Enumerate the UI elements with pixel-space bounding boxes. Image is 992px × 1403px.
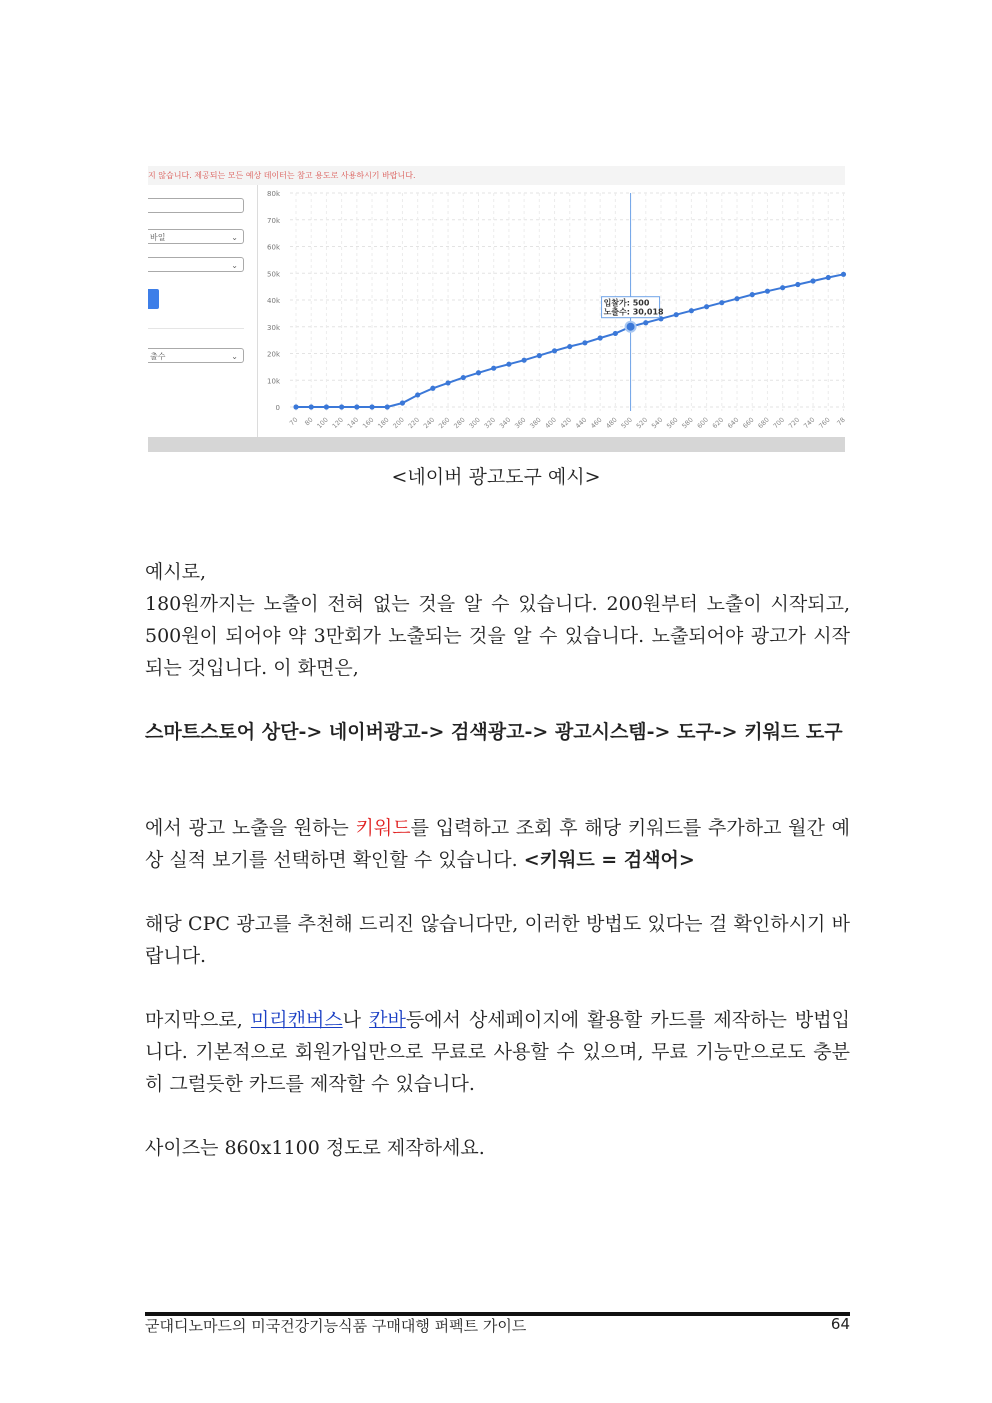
x-tick-label: 140 bbox=[345, 415, 361, 431]
y-tick-label: 40k bbox=[267, 297, 280, 305]
x-tick-label: 120 bbox=[330, 415, 346, 431]
data-point[interactable] bbox=[369, 404, 374, 409]
data-point[interactable] bbox=[567, 344, 572, 349]
canva-link[interactable]: 칸바 bbox=[369, 1009, 406, 1031]
highlighted-data-point[interactable] bbox=[626, 322, 636, 332]
x-tick-label: 80 bbox=[303, 415, 315, 428]
data-point[interactable] bbox=[537, 353, 542, 358]
data-point[interactable] bbox=[445, 380, 450, 385]
data-point[interactable] bbox=[674, 312, 679, 317]
paragraph-menu-path: 스마트스토어 상단-> 네이버광고-> 검색광고-> 광고시스템-> 도구-> 키워드 도구 bbox=[145, 721, 843, 743]
page-number: 64 bbox=[830, 1315, 850, 1333]
x-tick-label: 360 bbox=[513, 415, 528, 431]
x-tick-label: 320 bbox=[482, 415, 498, 431]
data-point[interactable] bbox=[810, 278, 815, 283]
scrollbar-track[interactable] bbox=[148, 437, 845, 452]
x-tick-label: 260 bbox=[437, 415, 452, 431]
x-tick-label: 620 bbox=[710, 415, 726, 431]
paragraph-intro: 예시로, bbox=[145, 561, 207, 583]
miricanvas-link[interactable]: 미리캔버스 bbox=[250, 1009, 343, 1031]
bid-impression-chart bbox=[148, 166, 845, 437]
x-tick-label: 540 bbox=[649, 415, 665, 431]
x-tick-label: 160 bbox=[361, 415, 376, 431]
data-point[interactable] bbox=[476, 370, 481, 375]
data-point[interactable] bbox=[826, 275, 831, 280]
x-tick-label: 440 bbox=[573, 415, 589, 431]
data-point[interactable] bbox=[354, 404, 359, 409]
data-point[interactable] bbox=[750, 292, 755, 297]
data-point[interactable] bbox=[795, 282, 800, 287]
tooltip-bid-text: 입찰가: 500 bbox=[603, 298, 650, 308]
chevron-down-icon: ⌄ bbox=[231, 233, 238, 242]
footer-title: 굳대디노마드의 미국건강기능식품 구매대행 퍼펙트 가이드 bbox=[145, 1317, 527, 1335]
keyword-highlight: 키워드 bbox=[355, 817, 411, 839]
x-tick-label: 180 bbox=[376, 415, 391, 431]
paragraph-explanation: 180원까지는 노출이 전혀 없는 것을 알 수 있습니다. 200원부터 노출이 시작되고, 500원이 되어야 약 3만회가 노출되는 것을 알 수 있습니다. 노출되어야 광고가 시작되는 것입니다. 이 화면은, bbox=[145, 593, 850, 679]
data-point[interactable] bbox=[765, 289, 770, 294]
ad-tool-screenshot bbox=[148, 166, 845, 452]
x-tick-label: 400 bbox=[543, 415, 558, 431]
x-tick-label: 480 bbox=[604, 415, 619, 431]
data-point[interactable] bbox=[461, 375, 466, 380]
keyword-definition: <키워드 = 검색어> bbox=[523, 849, 695, 871]
metric-select[interactable]: 출수 ⌄ bbox=[148, 348, 244, 363]
x-tick-label: 220 bbox=[406, 415, 422, 431]
x-tick-label: 740 bbox=[802, 415, 817, 431]
data-point[interactable] bbox=[841, 272, 846, 277]
data-point[interactable] bbox=[734, 296, 739, 301]
y-tick-label: 50k bbox=[267, 270, 280, 279]
data-point[interactable] bbox=[400, 400, 405, 405]
x-tick-label: 660 bbox=[741, 415, 756, 431]
data-point[interactable] bbox=[598, 335, 603, 340]
figure-caption: <네이버 광고도구 예시> bbox=[391, 466, 601, 488]
chart-tooltip bbox=[602, 297, 664, 318]
x-tick-label: 760 bbox=[817, 415, 832, 431]
y-tick-label: 60k bbox=[267, 243, 280, 252]
y-tick-label: 20k bbox=[267, 350, 280, 359]
data-point[interactable] bbox=[309, 404, 314, 409]
chevron-down-icon: ⌄ bbox=[231, 261, 238, 270]
x-tick-label: 200 bbox=[391, 415, 406, 431]
data-point[interactable] bbox=[582, 340, 587, 345]
data-point[interactable] bbox=[689, 308, 694, 313]
data-point[interactable] bbox=[430, 386, 435, 391]
data-point[interactable] bbox=[552, 348, 557, 353]
x-tick-label: 720 bbox=[786, 415, 802, 431]
x-tick-label: 78 bbox=[835, 415, 847, 428]
x-tick-label: 700 bbox=[771, 415, 787, 431]
paragraph-keyword-howto: 에서 광고 노출을 원하는 키워드를 입력하고 조회 후 해당 키워드를 추가하고 월간 예상 실적 보기를 선택하면 확인할 수 있습니다. <키워드 = 검색어> bbox=[145, 817, 850, 871]
x-tick-label: 380 bbox=[528, 415, 543, 431]
y-tick-label: 80k bbox=[267, 190, 280, 198]
y-tick-label: 70k bbox=[267, 216, 280, 225]
x-tick-label: 340 bbox=[497, 415, 513, 431]
data-point[interactable] bbox=[491, 366, 496, 371]
data-point[interactable] bbox=[324, 404, 329, 409]
paragraph-card-tools: 마지막으로, 미리캔버스나 칸바등에서 상세페이지에 활용할 카드를 제작하는 방법입니다. 기본적으로 회원가입만으로 무료로 사용할 수 있으며, 무료 기능만으로도 충분히 그럴듯한 카드를 제작할 수 있습니다. bbox=[145, 1009, 850, 1095]
data-point[interactable] bbox=[293, 404, 298, 409]
x-tick-label: 560 bbox=[665, 415, 680, 431]
data-point[interactable] bbox=[415, 392, 420, 397]
warning-banner: 지 않습니다. 제공되는 모든 예상 데이터는 참고 용도로 사용하시기 바랍니다. bbox=[148, 166, 845, 185]
data-point[interactable] bbox=[339, 404, 344, 409]
x-tick-label: 640 bbox=[725, 415, 741, 431]
data-point[interactable] bbox=[613, 331, 618, 336]
paragraph-cpc-note: 해당 CPC 광고를 추천해 드리진 않습니다만, 이러한 방법도 있다는 걸 확인하시기 바랍니다. bbox=[145, 913, 850, 967]
device-select[interactable]: 바일 ⌄ bbox=[148, 229, 244, 244]
x-tick-label: 580 bbox=[680, 415, 695, 431]
x-tick-label: 70 bbox=[287, 415, 300, 428]
x-tick-label: 420 bbox=[558, 415, 574, 431]
y-tick-label: 10k bbox=[267, 377, 280, 386]
chevron-down-icon: ⌄ bbox=[231, 352, 238, 361]
x-tick-label: 600 bbox=[695, 415, 711, 431]
data-point[interactable] bbox=[522, 358, 527, 363]
x-tick-label: 280 bbox=[452, 415, 467, 431]
x-tick-label: 240 bbox=[421, 415, 437, 431]
data-point[interactable] bbox=[704, 304, 709, 309]
data-point[interactable] bbox=[643, 320, 648, 325]
data-point[interactable] bbox=[719, 300, 724, 305]
x-tick-label: 460 bbox=[589, 415, 604, 431]
tooltip-impression-text: 노출수: 30,018 bbox=[603, 307, 664, 317]
y-tick-label: 0 bbox=[275, 404, 280, 412]
data-point[interactable] bbox=[780, 285, 785, 290]
x-tick-label: 680 bbox=[756, 415, 771, 431]
x-tick-label: 300 bbox=[467, 415, 482, 431]
data-point[interactable] bbox=[506, 362, 511, 367]
data-point[interactable] bbox=[385, 404, 390, 409]
x-tick-label: 500 bbox=[619, 415, 634, 431]
x-tick-label: 520 bbox=[634, 415, 650, 431]
x-tick-label: 100 bbox=[315, 415, 330, 431]
y-tick-label: 30k bbox=[267, 323, 280, 332]
paragraph-size-tip: 사이즈는 860x1100 정도로 제작하세요. bbox=[145, 1137, 485, 1159]
